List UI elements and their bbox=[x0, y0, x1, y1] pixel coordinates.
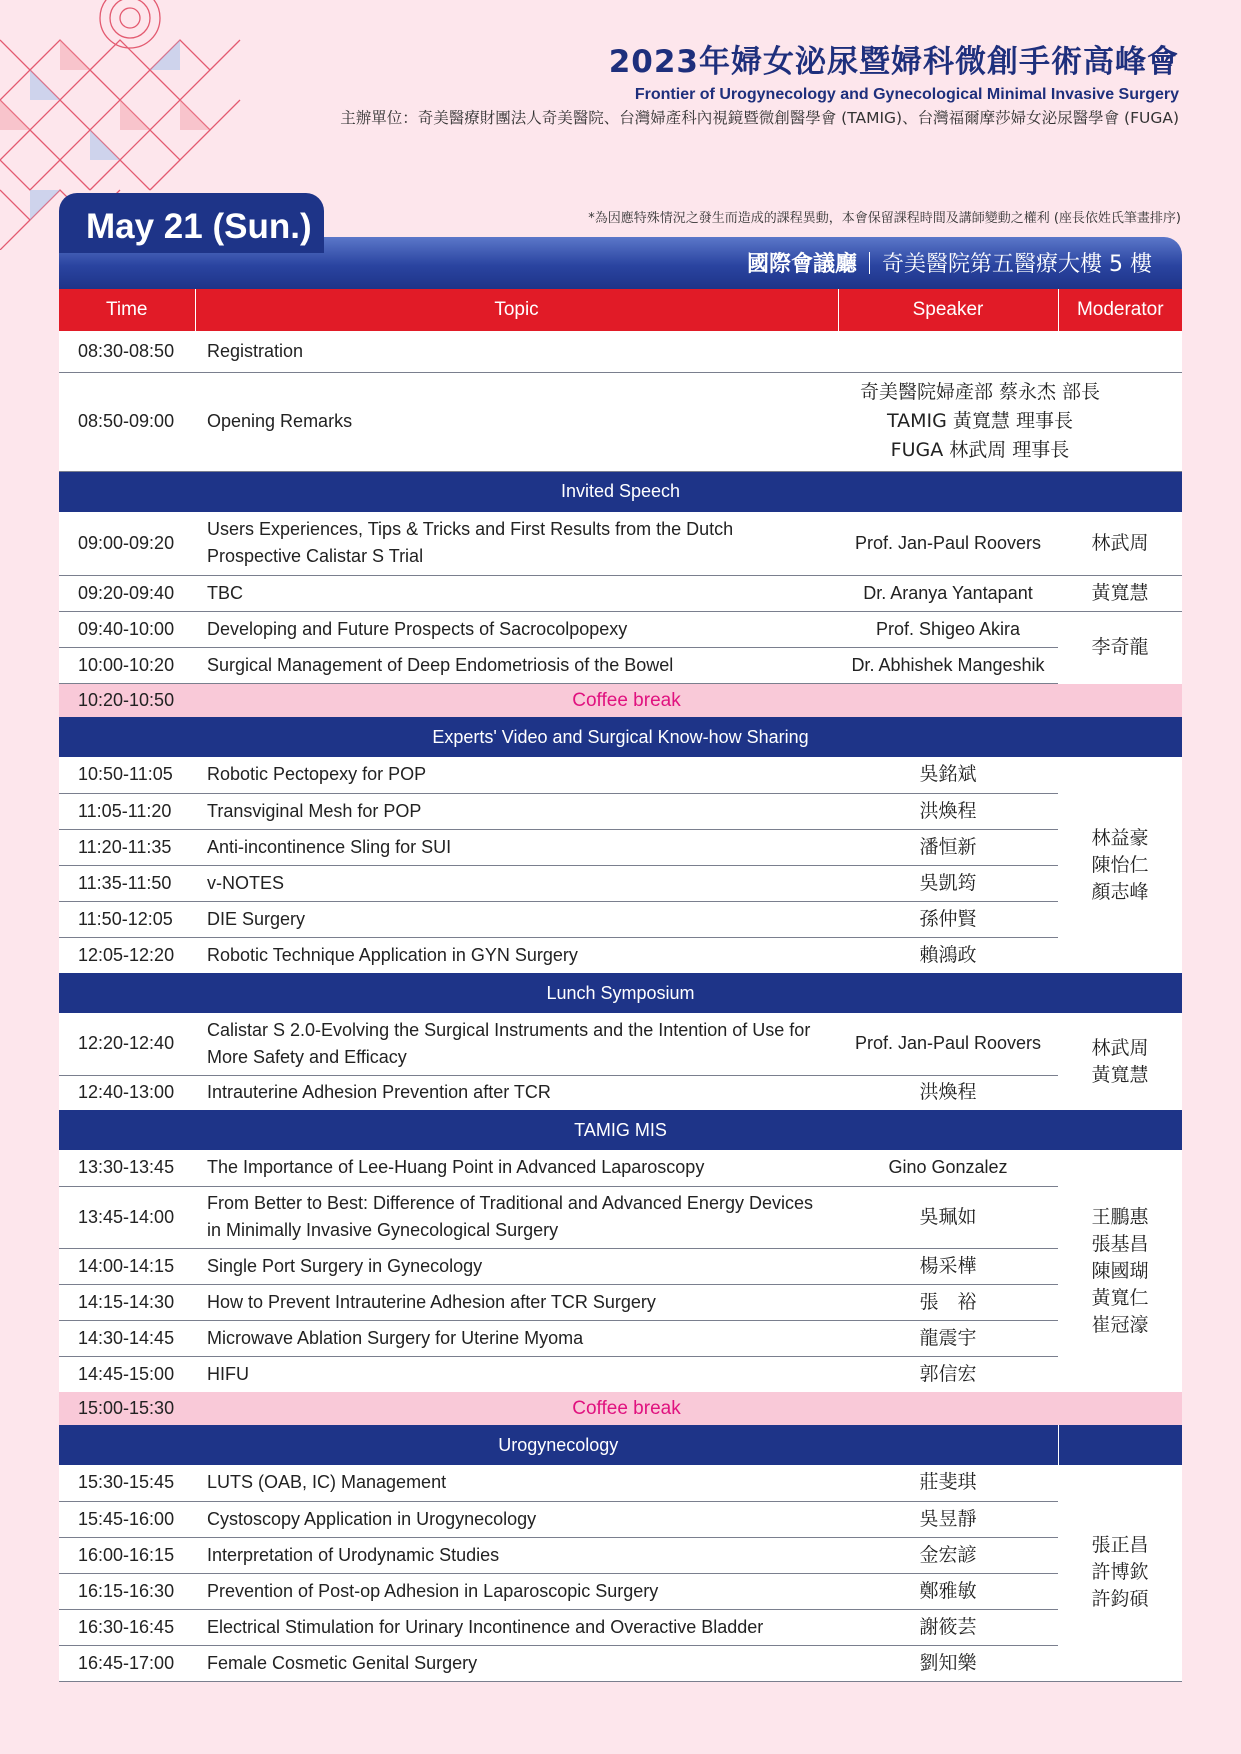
speaker-line: FUGA 林武周 理事長 bbox=[890, 439, 1070, 461]
coffee-break-label: Coffee break bbox=[195, 1392, 1058, 1425]
row-speaker: Prof. Shigeo Akira bbox=[838, 612, 1058, 648]
row-topic: Female Cosmetic Genital Surgery bbox=[195, 1645, 838, 1681]
coffee-break-row bbox=[59, 1392, 1182, 1425]
row-time: 09:20-09:40 bbox=[59, 576, 195, 612]
table-row bbox=[59, 1186, 1182, 1248]
row-time: 13:30-13:45 bbox=[59, 1150, 195, 1186]
row-speaker: Dr. Abhishek Mangeshik bbox=[838, 648, 1058, 684]
row-topic: Cystoscopy Application in Urogynecology bbox=[195, 1501, 838, 1537]
row-speaker: 洪煥程 bbox=[838, 1075, 1058, 1110]
row-time: 12:40-13:00 bbox=[59, 1075, 195, 1110]
table-row bbox=[59, 1248, 1182, 1284]
row-speaker: Gino Gonzalez bbox=[838, 1150, 1058, 1186]
row-time: 08:30-08:50 bbox=[59, 331, 195, 372]
row-moderator: 李奇龍 bbox=[1058, 612, 1182, 684]
row-speaker: 吳昱靜 bbox=[838, 1501, 1058, 1537]
row-topic: Transviginal Mesh for POP bbox=[195, 793, 838, 829]
table-row bbox=[59, 865, 1182, 901]
row-topic: Calistar S 2.0-Evolving the Surgical Instruments and the Intention of Use for More Safety and Efficacy bbox=[195, 1013, 838, 1075]
row-time: 09:00-09:20 bbox=[59, 512, 195, 576]
row-speaker: 吳凱筠 bbox=[838, 865, 1058, 901]
row-speaker: 孫仲賢 bbox=[838, 901, 1058, 937]
row-topic: LUTS (OAB, IC) Management bbox=[195, 1465, 838, 1501]
row-speaker: 劉知樂 bbox=[838, 1645, 1058, 1681]
table-row bbox=[59, 331, 1182, 372]
row-topic: Anti-incontinence Sling for SUI bbox=[195, 829, 838, 865]
table-row bbox=[59, 1013, 1182, 1075]
row-speaker: 潘恒新 bbox=[838, 829, 1058, 865]
row-speaker: Prof. Jan-Paul Roovers bbox=[838, 1013, 1058, 1075]
row-moderator: 林益豪 陳怡仁 顏志峰 bbox=[1058, 757, 1182, 973]
table-row bbox=[59, 372, 1182, 471]
section-header: Lunch Symposium bbox=[59, 973, 1182, 1013]
row-speaker: 張 裕 bbox=[838, 1284, 1058, 1320]
row-speaker: 謝筱芸 bbox=[838, 1609, 1058, 1645]
row-time: 14:00-14:15 bbox=[59, 1248, 195, 1284]
venue-location: 奇美醫院第五醫療大樓 5 樓 bbox=[882, 252, 1152, 277]
row-topic: Interpretation of Urodynamic Studies bbox=[195, 1537, 838, 1573]
row-topic: Single Port Surgery in Gynecology bbox=[195, 1248, 838, 1284]
disclaimer-note: *為因應特殊情況之發生而造成的課程異動，本會保留課程時間及講師變動之權利 (座長依姓氏筆畫排序) bbox=[588, 211, 1181, 226]
row-time: 09:40-10:00 bbox=[59, 612, 195, 648]
row-time: 13:45-14:00 bbox=[59, 1186, 195, 1248]
row-topic: Electrical Stimulation for Urinary Incontinence and Overactive Bladder bbox=[195, 1609, 838, 1645]
table-row bbox=[59, 1609, 1182, 1645]
row-moderator: 林武周 黃寬慧 bbox=[1058, 1013, 1182, 1110]
table-header-row bbox=[59, 289, 1182, 331]
header bbox=[609, 36, 1179, 104]
col-header-time: Time bbox=[59, 289, 195, 331]
speaker-line: 奇美醫院婦產部 蔡永杰 部長 bbox=[859, 381, 1101, 403]
table-row bbox=[59, 576, 1182, 612]
venue-hall: 國際會議廳 bbox=[747, 252, 858, 277]
row-speaker: 洪煥程 bbox=[838, 793, 1058, 829]
row-topic: Developing and Future Prospects of Sacrocolpopexy bbox=[195, 612, 838, 648]
table-row bbox=[59, 1537, 1182, 1573]
row-time: 11:05-11:20 bbox=[59, 793, 195, 829]
title-chinese: 2023年婦女泌尿暨婦科微創手術高峰會 bbox=[608, 44, 1179, 80]
section-header: TAMIG MIS bbox=[59, 1110, 1182, 1150]
table-row bbox=[59, 901, 1182, 937]
row-time: 16:30-16:45 bbox=[59, 1609, 195, 1645]
row-time: 14:45-15:00 bbox=[59, 1356, 195, 1392]
row-topic: Microwave Ablation Surgery for Uterine Myoma bbox=[195, 1320, 838, 1356]
col-header-topic: Topic bbox=[195, 289, 838, 331]
row-topic: v-NOTES bbox=[195, 865, 838, 901]
row-time: 11:50-12:05 bbox=[59, 901, 195, 937]
row-time: 15:30-15:45 bbox=[59, 1465, 195, 1501]
row-topic: The Importance of Lee-Huang Point in Advanced Laparoscopy bbox=[195, 1150, 838, 1186]
row-moderator: 王鵬惠 張基昌 陳國瑚 黃寬仁 崔冠濠 bbox=[1058, 1150, 1182, 1392]
section-header: Experts' Video and Surgical Know-how Sharing bbox=[59, 717, 1182, 757]
table-row bbox=[59, 648, 1182, 684]
row-time: 10:00-10:20 bbox=[59, 648, 195, 684]
row-topic: How to Prevent Intrauterine Adhesion after TCR Surgery bbox=[195, 1284, 838, 1320]
row-topic: Surgical Management of Deep Endometriosis of the Bowel bbox=[195, 648, 838, 684]
row-time: 15:45-16:00 bbox=[59, 1501, 195, 1537]
row-time: 16:45-17:00 bbox=[59, 1645, 195, 1681]
row-moderator: 林武周 bbox=[1058, 512, 1182, 576]
row-topic: HIFU bbox=[195, 1356, 838, 1392]
title-english: Frontier of Urogynecology and Gynecological Minimal Invasive Surgery bbox=[634, 86, 1179, 103]
row-time: 10:50-11:05 bbox=[59, 757, 195, 793]
organizers: 主辦單位：奇美醫療財團法人奇美醫院、台灣婦產科內視鏡暨微創醫學會 (TAMIG)、台灣福爾摩莎婦女泌尿醫學會 (FUGA) bbox=[340, 109, 1179, 127]
coffee-break-label: Coffee break bbox=[195, 684, 1058, 718]
row-speaker: 金宏諺 bbox=[838, 1537, 1058, 1573]
row-speaker: 楊采樺 bbox=[838, 1248, 1058, 1284]
table-row bbox=[59, 512, 1182, 576]
table-row bbox=[59, 1465, 1182, 1501]
table-row bbox=[59, 612, 1182, 648]
row-time: 14:30-14:45 bbox=[59, 1320, 195, 1356]
date-tab: May 21 (Sun.) bbox=[59, 193, 324, 253]
row-topic: DIE Surgery bbox=[195, 901, 838, 937]
row-speaker: 鄭雅敏 bbox=[838, 1573, 1058, 1609]
row-speaker: 賴鴻政 bbox=[838, 937, 1058, 973]
row-time: 12:20-12:40 bbox=[59, 1013, 195, 1075]
speaker-line: TAMIG 黃寬慧 理事長 bbox=[887, 410, 1073, 432]
row-topic: Opening Remarks bbox=[195, 372, 838, 471]
col-header-speaker: Speaker bbox=[838, 289, 1058, 331]
row-topic: Users Experiences, Tips & Tricks and First Results from the Dutch Prospective Calistar S Trial bbox=[195, 512, 838, 576]
table-row bbox=[59, 829, 1182, 865]
table-row bbox=[59, 1356, 1182, 1392]
row-topic: Robotic Technique Application in GYN Surgery bbox=[195, 937, 838, 973]
venue-divider bbox=[869, 252, 870, 274]
row-time: 11:20-11:35 bbox=[59, 829, 195, 865]
table-row bbox=[59, 1573, 1182, 1609]
row-speaker: 吳銘斌 bbox=[838, 757, 1058, 793]
row-topic: Intrauterine Adhesion Prevention after TCR bbox=[195, 1075, 838, 1110]
row-speaker: 郭信宏 bbox=[838, 1356, 1058, 1392]
table-row bbox=[59, 757, 1182, 793]
row-time: 14:15-14:30 bbox=[59, 1284, 195, 1320]
row-speaker bbox=[838, 372, 1182, 471]
section-header: Invited Speech bbox=[59, 471, 1182, 512]
row-time: 15:00-15:30 bbox=[59, 1392, 195, 1425]
row-speaker: 龍震宇 bbox=[838, 1320, 1058, 1356]
row-speaker: 莊斐琪 bbox=[838, 1465, 1058, 1501]
row-topic: Registration bbox=[195, 331, 838, 372]
row-time: 10:20-10:50 bbox=[59, 684, 195, 718]
table-row bbox=[59, 1501, 1182, 1537]
row-speaker: Prof. Jan-Paul Roovers bbox=[838, 512, 1058, 576]
row-time: 16:00-16:15 bbox=[59, 1537, 195, 1573]
table-row bbox=[59, 793, 1182, 829]
schedule-table bbox=[59, 289, 1182, 1682]
row-topic: From Better to Best: Difference of Traditional and Advanced Energy Devices in Minimally Invasive Gynecological Surgery bbox=[195, 1186, 838, 1248]
table-row bbox=[59, 1645, 1182, 1681]
row-time: 08:50-09:00 bbox=[59, 372, 195, 471]
row-time: 16:15-16:30 bbox=[59, 1573, 195, 1609]
row-topic: Prevention of Post-op Adhesion in Laparoscopic Surgery bbox=[195, 1573, 838, 1609]
col-header-moderator: Moderator bbox=[1058, 289, 1182, 331]
row-speaker: 吳珮如 bbox=[838, 1186, 1058, 1248]
section-header: Urogynecology bbox=[59, 1425, 1182, 1465]
table-row bbox=[59, 1075, 1182, 1110]
table-row bbox=[59, 1320, 1182, 1356]
row-speaker: Dr. Aranya Yantapant bbox=[838, 576, 1058, 612]
row-time: 11:35-11:50 bbox=[59, 865, 195, 901]
row-moderator: 張正昌 許博欽 許鈞碩 bbox=[1058, 1465, 1182, 1681]
row-time: 12:05-12:20 bbox=[59, 937, 195, 973]
row-moderator: 黃寬慧 bbox=[1058, 576, 1182, 612]
table-row bbox=[59, 1150, 1182, 1186]
row-topic: Robotic Pectopexy for POP bbox=[195, 757, 838, 793]
coffee-break-row bbox=[59, 684, 1182, 718]
row-topic: TBC bbox=[195, 576, 838, 612]
table-row bbox=[59, 937, 1182, 973]
table-row bbox=[59, 1284, 1182, 1320]
